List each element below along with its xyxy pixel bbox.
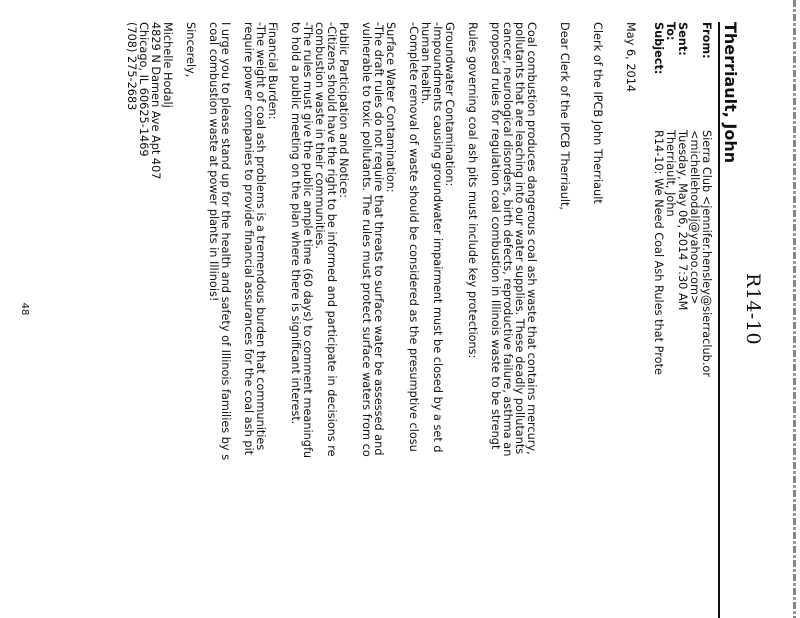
intro-paragraph: [489, 22, 537, 618]
section-line: combustion waste in their communities.: [313, 22, 326, 249]
rules-heading: Rules governing coal ash pits must include key protections:: [466, 22, 479, 359]
signer-address: 4829 N Damen Ave Apt 407: [149, 22, 162, 180]
section-line: -Impoundments causing groundwater impairment must be closed by a set d: [431, 22, 444, 453]
subject-label: Subject:: [652, 22, 665, 75]
to-label: To:: [664, 22, 677, 41]
author-heading: Therriault, John: [721, 22, 740, 164]
signer-city: Chicago, IL 60625-1469: [137, 22, 150, 157]
docket-number: R14-10: [742, 272, 764, 346]
public-participation-section: [289, 22, 349, 618]
signer-phone: (708) 275-2683: [125, 22, 138, 111]
email-header: [652, 22, 712, 377]
sent-label: Sent:: [676, 22, 689, 56]
signature-block: [125, 22, 173, 618]
from-row: [700, 22, 712, 377]
section-line: -The weight of coal ash problems is a tremendous burden that communities: [254, 22, 267, 451]
section-heading: Financial Burden:: [266, 22, 279, 120]
to-value: Therriault, John: [664, 130, 677, 217]
intro-line: Coal combustion produces dangerous coal ash waste that contains mercury,: [525, 22, 538, 455]
from-value: Sierra Club <jennifer.hensley@sierraclub.or: [700, 130, 713, 377]
section-heading: Groundwater Contamination:: [443, 22, 456, 187]
heading-divider: [718, 22, 720, 618]
sent-row: [676, 22, 688, 377]
letter-date: May 6, 2014: [624, 22, 637, 93]
fax-header-noise: [793, 0, 796, 618]
signoff: Sincerely,: [184, 22, 197, 78]
subject-row: [652, 22, 664, 377]
letter-recipient: Clerk of the IPCB John Therriault: [591, 22, 604, 204]
closing-paragraph: [207, 22, 231, 618]
groundwater-section: [407, 22, 455, 618]
section-line: -Complete removal of waste should be considered as the presumptive closu: [407, 22, 420, 452]
from-row-2: [688, 22, 700, 377]
financial-burden-section: [242, 22, 278, 618]
section-line: -The draft rules do not require that threats to surface water be assessed and: [372, 22, 385, 456]
section-line: -Citizens should have the right to be informed and participate in decisions re: [325, 22, 338, 457]
surface-water-section: [360, 22, 396, 618]
section-line: human health.: [419, 22, 432, 105]
section-line: -The rules must give the public ample time (60 days) to comment meaningfu: [301, 22, 314, 459]
from-label: From:: [700, 22, 713, 59]
section-line: vulnerable to toxic pollutants. The rules must protect surface waters from co: [360, 22, 373, 457]
intro-line: cancer, neurological disorders, birth defects, reproductive failure, asthma an: [501, 22, 514, 457]
signer-name: Michelle Hodalj: [161, 22, 174, 108]
sent-value: Tuesday, May 06, 2014 7:30 AM: [676, 130, 689, 311]
section-heading: Surface Water Contamination:: [384, 22, 397, 193]
intro-line: proposed rules for regulation coal combustion in Illinois waste to be strengt: [489, 22, 502, 450]
closing-line: coal combustion waste at power plants in Illinois!: [207, 22, 220, 302]
intro-line: pollutants that are leaching into our water supplies. These deadly pollutants: [513, 22, 526, 455]
letter-body: [125, 22, 636, 618]
section-line: require power companies to provide financial assurances for the coal ash pit: [242, 22, 255, 456]
from-email: <michellehodalj@yahoo.com>: [688, 130, 701, 305]
to-row: [664, 22, 676, 377]
page-number: 48: [19, 302, 30, 316]
closing-line: I urge you to please stand up for the health and safety of Illinois families by s: [219, 22, 232, 461]
section-line: to hold a public meeting on the plan where there is significant interest.: [289, 22, 302, 425]
section-heading: Public Participation and Notice:: [337, 22, 350, 198]
letter-salutation: Dear Clerk of the IPCB Therriault,: [558, 22, 571, 211]
subject-value: R14-10: We Need Coal Ash Rules that Prote: [652, 130, 665, 375]
